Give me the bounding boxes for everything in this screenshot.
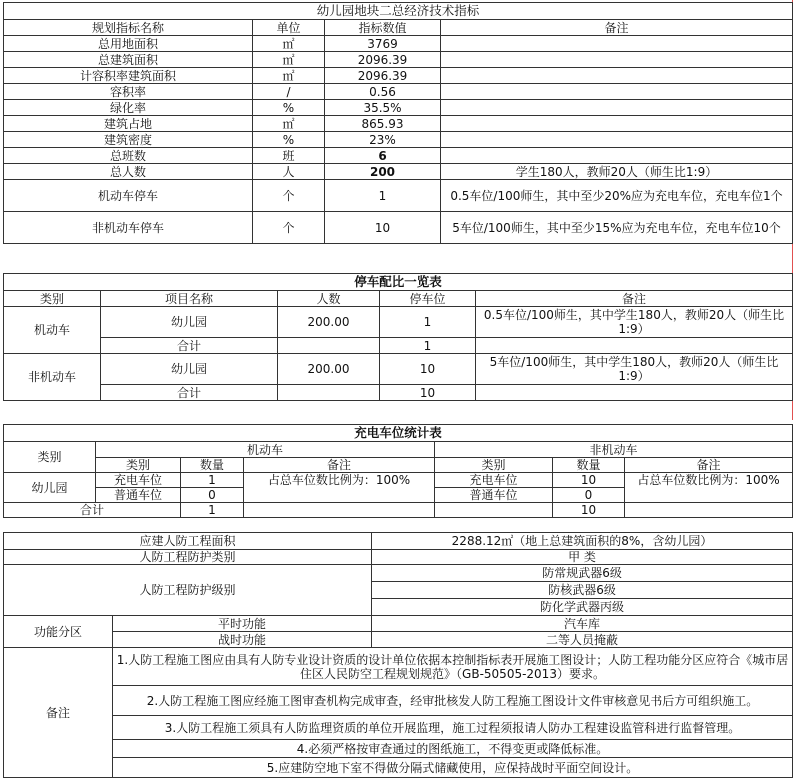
note-item: 3.人防工程施工须具有人防监理资质的单位开展监理，施工过程须报请人防办工程建设监管科进行监督管理。 xyxy=(113,716,793,740)
normal-label: 普通车位 xyxy=(96,488,181,503)
indicator-name: 非机动车停车 xyxy=(4,212,253,244)
total-label: 合计 xyxy=(101,338,278,354)
motor-total: 1 xyxy=(181,503,244,518)
normal-label: 普通车位 xyxy=(435,488,553,503)
table-row xyxy=(4,648,793,686)
economic-indicators-table xyxy=(3,2,792,244)
table-row xyxy=(4,180,793,212)
protect-level-value: 防核武器6级 xyxy=(372,582,793,599)
indicator-note xyxy=(441,100,793,116)
protect-level-value: 防化学武器丙级 xyxy=(372,599,793,616)
table-title: 充电车位统计表 xyxy=(4,425,793,442)
indicator-unit: % xyxy=(253,100,325,116)
indicator-note xyxy=(441,132,793,148)
indicator-value: 6 xyxy=(325,148,441,164)
table-row xyxy=(4,52,793,68)
people-count: 200.00 xyxy=(278,354,380,385)
indicator-note xyxy=(441,36,793,52)
note-item: 2.人防工程施工图应经施工图审查机构完成审查，经审批核发人防工程施工图设计文件审核意见书后方可组织施工。 xyxy=(113,686,793,716)
indicator-value: 1 xyxy=(325,180,441,212)
nonmotor-normal-count: 0 xyxy=(553,488,625,503)
indicator-name: 总建筑面积 xyxy=(4,52,253,68)
table-row xyxy=(4,212,793,244)
protect-level-value: 防常规武器6级 xyxy=(372,565,793,582)
column-header: 备注 xyxy=(244,458,435,473)
table-row xyxy=(4,616,793,632)
indicator-value: 23% xyxy=(325,132,441,148)
column-header: 类别 xyxy=(4,291,101,307)
indicator-name: 总用地面积 xyxy=(4,36,253,52)
category-cell: 机动车 xyxy=(4,307,101,354)
indicator-value: 865.93 xyxy=(325,116,441,132)
table-row xyxy=(4,716,793,740)
indicator-note xyxy=(441,84,793,100)
column-header: 数量 xyxy=(181,458,244,473)
indicator-unit: 人 xyxy=(253,164,325,180)
item-name: 幼儿园 xyxy=(101,307,278,338)
table-row xyxy=(4,565,793,582)
indicator-note xyxy=(441,52,793,68)
table-row xyxy=(4,164,793,180)
column-header: 人数 xyxy=(278,291,380,307)
place-cell: 幼儿园 xyxy=(4,473,96,503)
indicator-unit: 个 xyxy=(253,180,325,212)
table-row xyxy=(4,84,793,100)
function-zone-label: 功能分区 xyxy=(4,616,113,648)
motor-normal-count: 0 xyxy=(181,488,244,503)
table-row xyxy=(4,68,793,84)
area-value: 2288.12㎡（地上总建筑面积的8%，含幼儿园） xyxy=(372,533,793,550)
column-header: 停车位 xyxy=(380,291,476,307)
peacetime-value: 汽车库 xyxy=(372,616,793,632)
table-row xyxy=(4,338,793,354)
indicator-name: 建筑占地 xyxy=(4,116,253,132)
column-header: 数量 xyxy=(553,458,625,473)
table-title: 幼儿园地块二总经济技术指标 xyxy=(4,3,793,20)
motor-header: 机动车 xyxy=(96,442,435,458)
empty-cell xyxy=(278,338,380,354)
table-row xyxy=(4,503,793,518)
note-item: 5.应建防空地下室不得做分隔式储藏使用，应保持战时平面空间设计。 xyxy=(113,758,793,778)
empty-cell xyxy=(476,385,793,401)
parking-ratio-table xyxy=(3,273,792,401)
table-row xyxy=(4,686,793,716)
indicator-name: 容积率 xyxy=(4,84,253,100)
motor-charge-count: 1 xyxy=(181,473,244,488)
empty-cell xyxy=(278,385,380,401)
table-row xyxy=(4,354,793,385)
charging-spaces-table xyxy=(3,424,792,518)
area-label: 应建人防工程面积 xyxy=(4,533,372,550)
nonmotor-total: 10 xyxy=(553,503,625,518)
charge-label: 充电车位 xyxy=(435,473,553,488)
column-header: 单位 xyxy=(253,20,325,36)
indicator-value: 200 xyxy=(325,164,441,180)
indicator-unit: 班 xyxy=(253,148,325,164)
category-cell: 非机动车 xyxy=(4,354,101,401)
indicator-name: 绿化率 xyxy=(4,100,253,116)
nonmotor-note: 占总车位数比例为：100% xyxy=(625,473,793,503)
indicator-note: 0.5车位/100师生，其中至少20%应为充电车位，充电车位1个 xyxy=(441,180,793,212)
item-name: 幼儿园 xyxy=(101,354,278,385)
total-value: 10 xyxy=(380,385,476,401)
wartime-value: 二等人员掩蔽 xyxy=(372,632,793,648)
table-row xyxy=(4,307,793,338)
protect-level-label: 人防工程防护级别 xyxy=(4,565,372,616)
empty-cell xyxy=(244,503,435,518)
empty-cell xyxy=(476,338,793,354)
note-item: 1.人防工程施工图应由具有人防专业设计资质的设计单位依据本控制指标表开展施工图设计；人防工程功能分区应符合《城市居住区人民防空工程规划规范》（GB-50505-2013）要求。 xyxy=(113,648,793,686)
note-cell: 0.5车位/100师生，其中学生180人，教师20人（师生比1:9） xyxy=(476,307,793,338)
total-value: 1 xyxy=(380,338,476,354)
indicator-value: 0.56 xyxy=(325,84,441,100)
indicator-note xyxy=(441,116,793,132)
indicator-unit: ㎡ xyxy=(253,68,325,84)
indicator-unit: 个 xyxy=(253,212,325,244)
note-item: 4.必须严格按审查通过的图纸施工，不得变更或降低标准。 xyxy=(113,740,793,758)
indicator-name: 计容积率建筑面积 xyxy=(4,68,253,84)
column-header: 备注 xyxy=(476,291,793,307)
note-cell: 5车位/100师生，其中学生180人，教师20人（师生比1:9） xyxy=(476,354,793,385)
table-row xyxy=(4,148,793,164)
empty-cell xyxy=(435,503,553,518)
table-row xyxy=(4,385,793,401)
total-label: 合计 xyxy=(4,503,181,518)
indicator-name: 总人数 xyxy=(4,164,253,180)
protect-type-label: 人防工程防护类别 xyxy=(4,550,372,565)
nonmotor-charge-count: 10 xyxy=(553,473,625,488)
indicator-unit: % xyxy=(253,132,325,148)
civil-defense-table xyxy=(3,532,792,778)
column-header: 备注 xyxy=(441,20,793,36)
parking-spaces: 10 xyxy=(380,354,476,385)
indicator-unit: ㎡ xyxy=(253,116,325,132)
table-row xyxy=(4,758,793,778)
table-row xyxy=(4,100,793,116)
indicator-value: 2096.39 xyxy=(325,52,441,68)
indicator-unit: ㎡ xyxy=(253,36,325,52)
wartime-label: 战时功能 xyxy=(113,632,372,648)
indicator-value: 35.5% xyxy=(325,100,441,116)
people-count: 200.00 xyxy=(278,307,380,338)
indicator-note xyxy=(441,148,793,164)
column-header: 规划指标名称 xyxy=(4,20,253,36)
peacetime-label: 平时功能 xyxy=(113,616,372,632)
nonmotor-header: 非机动车 xyxy=(435,442,793,458)
indicator-value: 10 xyxy=(325,212,441,244)
column-header: 备注 xyxy=(625,458,793,473)
column-header: 指标数值 xyxy=(325,20,441,36)
charge-label: 充电车位 xyxy=(96,473,181,488)
indicator-value: 2096.39 xyxy=(325,68,441,84)
indicator-unit: / xyxy=(253,84,325,100)
table-row xyxy=(4,550,793,565)
indicator-name: 总班数 xyxy=(4,148,253,164)
table-row xyxy=(4,116,793,132)
table-row xyxy=(4,632,793,648)
category-header: 类别 xyxy=(4,442,96,473)
total-label: 合计 xyxy=(101,385,278,401)
indicator-note xyxy=(441,68,793,84)
table-row xyxy=(4,36,793,52)
indicator-name: 机动车停车 xyxy=(4,180,253,212)
table-row xyxy=(4,473,793,488)
table-row xyxy=(4,740,793,758)
table-row xyxy=(4,533,793,550)
column-header: 类别 xyxy=(435,458,553,473)
indicator-value: 3769 xyxy=(325,36,441,52)
motor-note: 占总车位数比例为：100% xyxy=(244,473,435,503)
indicator-note: 5车位/100师生，其中至少15%应为充电车位，充电车位10个 xyxy=(441,212,793,244)
empty-cell xyxy=(625,503,793,518)
indicator-note: 学生180人，教师20人（师生比1:9） xyxy=(441,164,793,180)
column-header: 项目名称 xyxy=(101,291,278,307)
parking-spaces: 1 xyxy=(380,307,476,338)
table-title: 停车配比一览表 xyxy=(4,274,793,291)
column-header: 类别 xyxy=(96,458,181,473)
table-row xyxy=(4,132,793,148)
protect-type-value: 甲 类 xyxy=(372,550,793,565)
indicator-name: 建筑密度 xyxy=(4,132,253,148)
indicator-unit: ㎡ xyxy=(253,52,325,68)
notes-label: 备注 xyxy=(4,648,113,778)
